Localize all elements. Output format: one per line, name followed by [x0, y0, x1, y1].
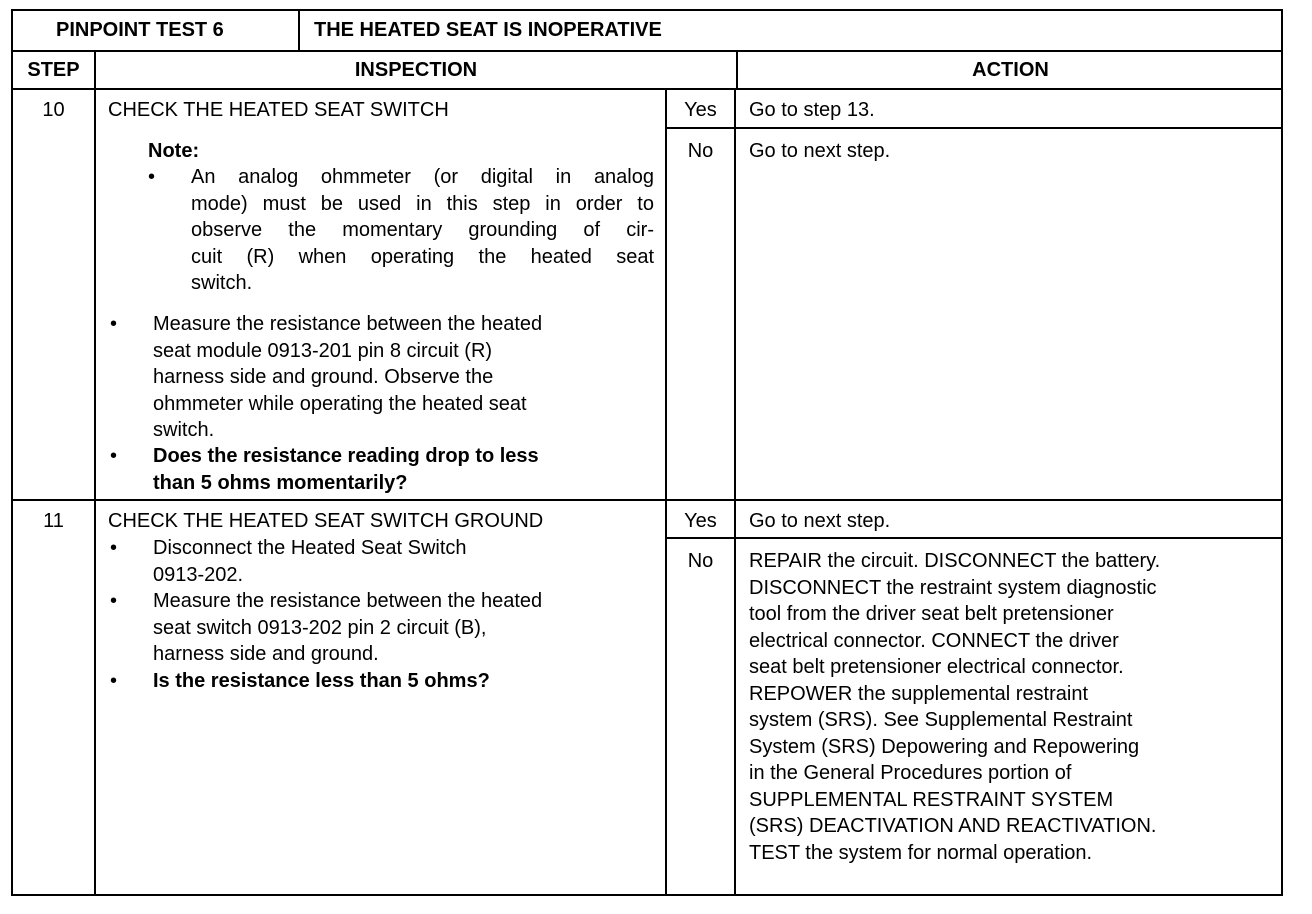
test-label: PINPOINT TEST 6 [56, 19, 224, 41]
rule-header-bottom [11, 50, 1283, 52]
yes-label: Yes [684, 510, 717, 532]
rule-step10-yes-bottom [665, 127, 1283, 129]
no-label: No [687, 140, 714, 162]
inspection-instruction: Disconnect the Heated Seat Switch 0913-202. [153, 537, 467, 586]
step-number: 11 [43, 510, 64, 532]
note-label: Note: [148, 140, 200, 162]
step-number: 10 [42, 99, 65, 121]
step-title: CHECK THE HEATED SEAT SWITCH GROUND [108, 510, 544, 532]
rule-yesno-left [665, 89, 667, 896]
rule-colhead-bottom [11, 88, 1283, 90]
note-text: An analog ohmmeter (or digital in analog mode) must be used in this step in order to observe the momentary grounding of cir- cuit (R) when operating the heated seat switch. [191, 166, 654, 294]
bullet: • [110, 670, 118, 692]
test-title: THE HEATED SEAT IS INOPERATIVE [314, 19, 662, 41]
step-title: CHECK THE HEATED SEAT SWITCH [108, 99, 449, 121]
bullet: • [110, 445, 118, 467]
no-action: REPAIR the circuit. DISCONNECT the battery. DISCONNECT the restraint system diagnostic tool from the driver seat belt pretensioner electrical connector. CONNECT the driver seat belt pretensioner electrical connector. REPOWER the supplemental restraint system (SRS). See Supplemental Restraint System (SRS) Depowering and Repowering in the General Procedures portion of SUPPLEMENTAL RESTRAINT SYSTEM (SRS) DEACTIVATION AND REACTIVATION. TEST the system for normal operation. [749, 550, 1161, 864]
inspection-instruction: Measure the resistance between the heated seat module 0913-201 pin 8 circuit (R) harness side and ground. Observe the ohmmeter while operating the heated seat switch. [153, 313, 543, 441]
rule-header-divider [298, 9, 300, 51]
rule-yesno-right [734, 89, 736, 896]
column-action: ACTION [972, 59, 1049, 81]
note-bullet: • [148, 166, 156, 188]
rule-step-col [94, 51, 96, 896]
bullet: • [110, 590, 118, 612]
column-inspection: INSPECTION [354, 59, 478, 81]
no-action: Go to next step. [749, 140, 891, 162]
yes-label: Yes [684, 99, 717, 121]
rule-step10-bottom [11, 499, 1283, 501]
yes-action: Go to step 13. [749, 99, 875, 121]
bullet: • [110, 537, 118, 559]
inspection-question: Does the resistance reading drop to less than 5 ohms momentarily? [153, 445, 539, 494]
no-label: No [687, 550, 714, 572]
inspection-question: Is the resistance less than 5 ohms? [153, 670, 490, 692]
rule-step11-yes-bottom [665, 537, 1283, 539]
yes-action: Go to next step. [749, 510, 891, 532]
inspection-instruction: Measure the resistance between the heated seat switch 0913-202 pin 2 circuit (B), harness side and ground. [153, 590, 543, 665]
column-step: STEP [27, 59, 80, 81]
bullet: • [110, 313, 118, 335]
